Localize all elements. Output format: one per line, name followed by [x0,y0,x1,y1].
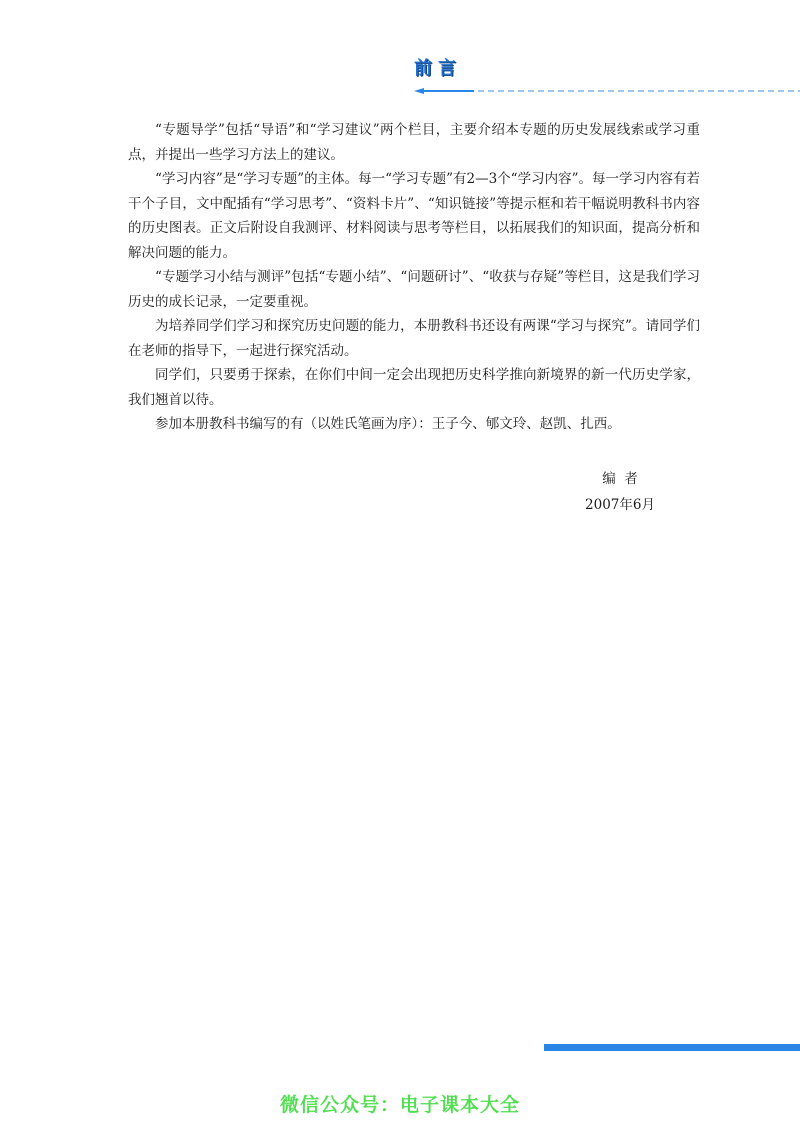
watermark: 微信公众号：电子课本大全 [279,1094,520,1116]
paragraph: 为培养同学们学习和探究历史问题的能力，本册教科书还设有两课“学习与探究”。请同学们在老师的指导下，一起进行探究活动。 [128,318,700,359]
page-title: 前言 [414,58,462,79]
signature-author: 编 者 [602,471,638,487]
preface-body [128,118,700,437]
paragraph: “学习内容”是“学习专题”的主体。每一“学习专题”有2—3个“学习内容”。每一学习内容有若干个子目，文中配插有“学习思考”、“资料卡片”、“知识链接”等提示框和若干幅说明教科书内容的历史图表。正文后附设自我测评、材料阅读与思考等栏目，以拓展我们的知识面，提高分析和解决问题的能力。 [128,171,700,261]
signature-date: 2007年6月 [585,497,655,513]
paragraph: “专题学习小结与测评”包括“专题小结”、“问题研讨”、“收获与存疑”等栏目，这是我们学习历史的成长记录，一定要重视。 [128,269,700,310]
footer-accent-bar [544,1044,800,1051]
header-dashed-line [414,88,800,94]
paragraph: “专题导学”包括“导语”和“学习建议”两个栏目，主要介绍本专题的历史发展线索或学习重点，并提出一些学习方法上的建议。 [128,122,700,163]
signature [560,466,680,518]
paragraph: 参加本册教科书编写的有（以姓氏笔画为序）：王子今、郇文玲、赵凯、扎西。 [155,416,621,432]
paragraph: 同学们，只要勇于探索，在你们中间一定会出现把历史科学推向新境界的新一代历史学家，我们翘首以待。 [128,367,700,408]
header-arrow-icon [414,88,424,94]
